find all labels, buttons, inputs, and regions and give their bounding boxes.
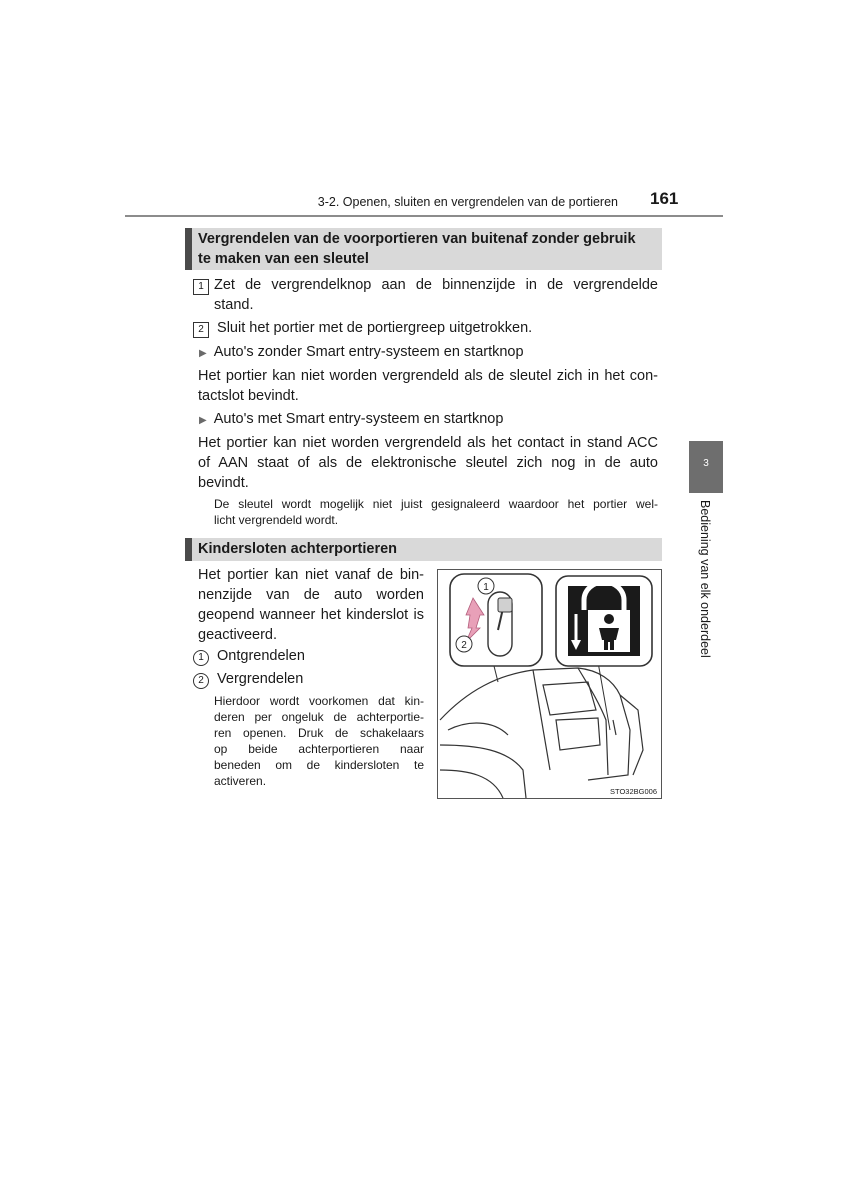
- step-1: [193, 275, 658, 315]
- paragraph-2: [198, 433, 658, 493]
- section-heading-line1: Vergrendelen van de voorportieren van buitenaf zonder gebruik: [198, 231, 636, 247]
- triangle-bullet-icon: ▶: [199, 415, 207, 426]
- step-1-line2: stand.: [214, 297, 254, 313]
- bullet-with-smart-entry: [199, 409, 503, 431]
- intro-line1: Het portier kan niet vanaf de bin-: [198, 567, 424, 583]
- step-1-line1: Zet de vergrendelknop aan de binnenzijde in de vergrendelde: [214, 277, 658, 293]
- header-rule: [125, 215, 723, 217]
- paragraph-1: [198, 366, 658, 406]
- item-1-number: 1: [193, 650, 209, 666]
- item-1-label: Ontgrendelen: [217, 648, 305, 664]
- car-door-line-art: [440, 668, 643, 798]
- switch-knob: [498, 598, 512, 612]
- paragraph-2-line2: of AAN staat of als de elektronische sleutel zich nog in de auto: [198, 455, 658, 471]
- child-lock-note: [214, 693, 424, 789]
- chapter-title: Bediening van elk onderdeel: [698, 500, 712, 658]
- section-heading-line2: te maken van een sleutel: [198, 251, 369, 267]
- intro-line4: geactiveerd.: [198, 627, 277, 643]
- triangle-bullet-icon: ▶: [199, 348, 207, 359]
- child-note-line5: beneden om de kindersloten te: [214, 758, 424, 772]
- note-line2: licht vergrendeld wordt.: [214, 513, 339, 527]
- page-number: 161: [650, 189, 679, 208]
- child-lock-intro: [198, 565, 424, 645]
- paragraph-2-line3: bevindt.: [198, 475, 249, 491]
- chapter-tab: 3: [689, 441, 723, 493]
- paragraph-2-line1: Het portier kan niet worden vergrendeld als het contact in stand ACC: [198, 435, 658, 451]
- step-2-text: Sluit het portier met de portiergreep uitgetrokken.: [217, 320, 533, 336]
- note-key-detection: [214, 496, 658, 528]
- step-2: [193, 318, 658, 338]
- section-heading-child-locks: Kindersloten achterportieren: [185, 538, 662, 561]
- callout-1-label: 1: [483, 582, 489, 593]
- paragraph-1-line2: tactslot bevindt.: [198, 388, 299, 404]
- child-note-line1: Hierdoor wordt voorkomen dat kin-: [214, 694, 424, 708]
- child-lock-illustration: [437, 569, 662, 799]
- running-header: 3-2. Openen, sluiten en vergrendelen van de portieren: [317, 195, 618, 209]
- child-note-line3: ren openen. Druk de schakelaars: [214, 726, 424, 740]
- child-note-line2: deren per ongeluk de achterportie-: [214, 710, 424, 724]
- item-2-number: 2: [193, 673, 209, 689]
- item-lock: [193, 669, 303, 689]
- child-lock-drawing: [438, 570, 661, 798]
- bullet-2-text: Auto's met Smart entry-systeem en startknop: [213, 411, 504, 427]
- note-line1: De sleutel wordt mogelijk niet juist gesignaleerd waardoor het portier wel-: [214, 497, 658, 511]
- paragraph-1-line1: Het portier kan niet worden vergrendeld als de sleutel zich in het con-: [198, 368, 658, 384]
- bullet-without-smart-entry: [199, 342, 524, 364]
- intro-line3: geopend wanneer het kinderslot is: [198, 607, 424, 623]
- child-note-line4: op beide achterportieren naar: [214, 742, 424, 756]
- child-note-line6: activeren.: [214, 774, 267, 788]
- item-2-label: Vergrendelen: [217, 671, 304, 687]
- step-1-number: 1: [193, 279, 209, 295]
- item-unlock: [193, 646, 305, 666]
- chapter-title-vertical: [689, 500, 723, 670]
- bullet-1-text: Auto's zonder Smart entry-systeem en startknop: [213, 344, 524, 360]
- step-2-number: 2: [193, 322, 209, 338]
- intro-line2: nenzijde van de auto worden: [198, 587, 424, 603]
- figure-code: STO32BG006: [610, 787, 657, 796]
- section-heading-lock-front-doors: [185, 228, 662, 270]
- callout-2-label: 2: [461, 640, 467, 651]
